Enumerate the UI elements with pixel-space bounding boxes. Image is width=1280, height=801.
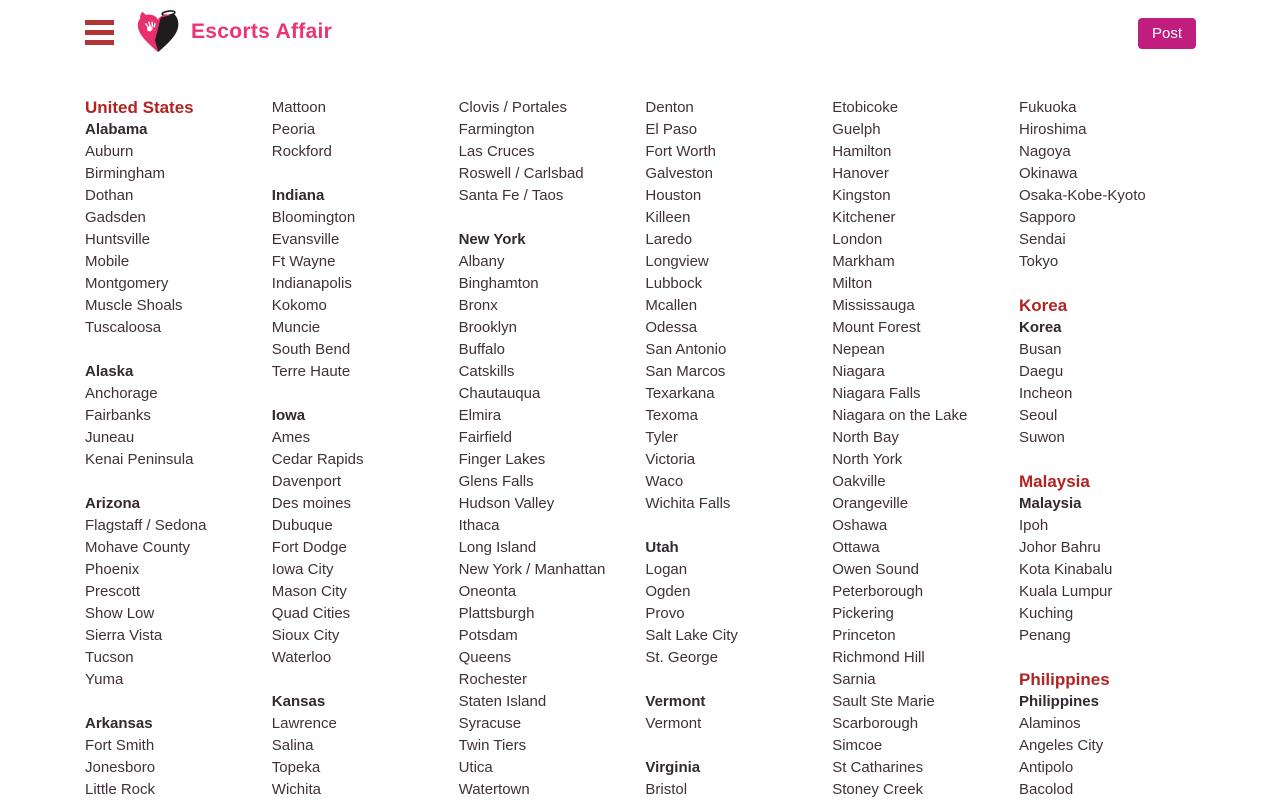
city-link[interactable]: Johor Bahru — [1018, 539, 1101, 556]
city-link[interactable]: Tyler — [645, 429, 678, 446]
city-link[interactable]: Wichita — [271, 781, 321, 798]
hamburger-menu-icon[interactable] — [85, 20, 114, 45]
spacer — [459, 207, 646, 229]
city-link[interactable]: Dothan — [85, 187, 134, 204]
city-link[interactable]: Seoul — [1018, 407, 1058, 424]
city-link[interactable]: Syracuse — [458, 715, 522, 732]
city-link[interactable]: Bacolod — [1018, 781, 1074, 798]
city-link[interactable]: Muscle Shoals — [85, 297, 183, 314]
city-link[interactable]: Fairfield — [458, 429, 512, 446]
city-link[interactable]: Mount Forest — [832, 319, 921, 336]
city-link[interactable]: Kitchener — [832, 209, 896, 226]
city-link[interactable]: Terre Haute — [271, 363, 351, 380]
country-header: Philippines — [1018, 670, 1110, 689]
city-link[interactable]: Kingston — [832, 187, 891, 204]
city-link[interactable]: Las Cruces — [458, 143, 535, 160]
city-link[interactable]: Osaka-Kobe-Kyoto — [1018, 187, 1146, 204]
city-link[interactable]: Jonesboro — [85, 759, 156, 776]
city-link[interactable]: Iowa City — [271, 561, 334, 578]
city-link[interactable]: Nepean — [832, 341, 885, 358]
city-link[interactable]: Mississauga — [832, 297, 915, 314]
city-link[interactable]: Birmingham — [85, 165, 166, 182]
city-link[interactable]: Mattoon — [271, 99, 326, 116]
city-link[interactable]: Daegu — [1018, 363, 1064, 380]
city-link[interactable]: Prescott — [85, 583, 141, 600]
city-link[interactable]: Nagoya — [1018, 143, 1071, 160]
spacer — [272, 163, 459, 185]
directory-columns — [85, 97, 1206, 801]
city-link[interactable]: Guelph — [832, 121, 881, 138]
city-link[interactable]: Ipoh — [1018, 517, 1049, 534]
state-link[interactable]: Arkansas — [85, 715, 153, 732]
city-link[interactable]: Plattsburgh — [458, 605, 535, 622]
spacer — [645, 735, 832, 757]
city-link[interactable]: Fort Dodge — [271, 539, 347, 556]
state-link[interactable]: Indiana — [271, 187, 325, 204]
state-link[interactable]: Philippines — [1018, 693, 1099, 710]
city-link[interactable]: Anchorage — [85, 385, 158, 402]
city-link[interactable]: Roswell / Carlsbad — [458, 165, 584, 182]
city-link[interactable]: Oakville — [832, 473, 886, 490]
city-link[interactable]: Juneau — [85, 429, 135, 446]
state-link[interactable]: Arizona — [85, 495, 141, 512]
city-link[interactable]: San Marcos — [645, 363, 726, 380]
city-link[interactable]: Binghamton — [458, 275, 539, 292]
city-link[interactable]: Santa Fe / Taos — [458, 187, 564, 204]
city-link[interactable]: Fairbanks — [85, 407, 151, 424]
city-link[interactable]: Fort Worth — [645, 143, 716, 160]
city-link[interactable]: Twin Tiers — [458, 737, 527, 754]
city-link[interactable]: Buffalo — [458, 341, 506, 358]
city-link[interactable]: Busan — [1018, 341, 1062, 358]
city-link[interactable]: Tuscaloosa — [85, 319, 162, 336]
spacer — [1019, 449, 1206, 471]
state-link[interactable]: New York — [458, 231, 526, 248]
city-link[interactable]: Waco — [645, 473, 684, 490]
city-link[interactable]: Killeen — [645, 209, 691, 226]
state-link[interactable]: Iowa — [271, 407, 306, 424]
state-link[interactable]: Malaysia — [1018, 495, 1082, 512]
city-link[interactable]: Etobicoke — [832, 99, 899, 116]
city-link[interactable]: Kuching — [1018, 605, 1074, 622]
city-link[interactable]: Scarborough — [832, 715, 919, 732]
city-link[interactable]: Hamilton — [832, 143, 892, 160]
city-link[interactable]: Oneonta — [458, 583, 517, 600]
city-link[interactable]: Bristol — [645, 781, 688, 798]
city-link[interactable]: Stoney Creek — [832, 781, 924, 798]
country-header: Malaysia — [1018, 472, 1090, 491]
city-link[interactable]: Lawrence — [271, 715, 337, 732]
city-link[interactable]: Victoria — [645, 451, 696, 468]
state-link[interactable]: Vermont — [645, 693, 706, 710]
city-link[interactable]: Queens — [458, 649, 512, 666]
city-link[interactable]: Rochester — [458, 671, 527, 688]
spacer — [272, 669, 459, 691]
directory-column — [459, 97, 646, 801]
city-link[interactable]: Glens Falls — [458, 473, 534, 490]
city-link[interactable]: Farmington — [458, 121, 535, 138]
city-link[interactable]: Indianapolis — [271, 275, 352, 292]
state-link[interactable]: Alabama — [85, 121, 148, 138]
city-link[interactable]: Huntsville — [85, 231, 151, 248]
city-link[interactable]: Ames — [271, 429, 311, 446]
brand-logo[interactable] — [132, 10, 332, 54]
city-link[interactable]: Mobile — [85, 253, 130, 270]
city-link[interactable]: Clovis / Portales — [458, 99, 567, 116]
city-link[interactable]: El Paso — [645, 121, 698, 138]
menu-bar — [85, 30, 114, 35]
city-link[interactable]: Kenai Peninsula — [85, 451, 194, 468]
country-header: Korea — [1018, 296, 1068, 315]
city-link[interactable]: Antipolo — [1018, 759, 1074, 776]
city-link[interactable]: Hiroshima — [1018, 121, 1087, 138]
city-link[interactable]: Provo — [645, 605, 685, 622]
directory-column — [272, 97, 459, 801]
top-header — [0, 0, 1280, 66]
city-link[interactable]: Niagara — [832, 363, 885, 380]
city-link[interactable]: Texoma — [645, 407, 698, 424]
city-link[interactable]: Simcoe — [832, 737, 883, 754]
menu-bar — [85, 20, 114, 25]
city-link[interactable]: Ottawa — [832, 539, 880, 556]
spacer — [85, 471, 272, 493]
city-link[interactable]: Denton — [645, 99, 694, 116]
city-link[interactable]: Des moines — [271, 495, 351, 512]
city-link[interactable]: Yuma — [85, 671, 124, 688]
city-link[interactable]: North Bay — [832, 429, 899, 446]
state-link[interactable]: Virginia — [645, 759, 701, 776]
heart-with-halo-icon — [132, 10, 184, 54]
city-link[interactable]: Albany — [458, 253, 505, 270]
directory-column — [645, 97, 832, 801]
spacer — [1019, 273, 1206, 295]
city-link[interactable]: Houston — [645, 187, 702, 204]
city-link[interactable]: Hanover — [832, 165, 889, 182]
city-link[interactable]: Salina — [271, 737, 314, 754]
city-link[interactable]: Bronx — [458, 297, 498, 314]
city-link[interactable]: Mcallen — [645, 297, 698, 314]
city-link[interactable]: Ft Wayne — [271, 253, 336, 270]
city-link[interactable]: Vermont — [645, 715, 702, 732]
city-link[interactable]: Peoria — [271, 121, 316, 138]
city-link[interactable]: Angeles City — [1018, 737, 1104, 754]
city-link[interactable]: Penang — [1018, 627, 1071, 644]
menu-bar — [85, 40, 114, 45]
state-link[interactable]: Alaska — [85, 363, 134, 380]
city-link[interactable]: Fukuoka — [1018, 99, 1077, 116]
city-link[interactable]: Sapporo — [1018, 209, 1076, 226]
city-link[interactable]: Elmira — [458, 407, 502, 424]
state-link[interactable]: Utah — [645, 539, 679, 556]
city-link[interactable]: Owen Sound — [832, 561, 919, 578]
spacer — [645, 669, 832, 691]
city-link[interactable]: Sierra Vista — [85, 627, 163, 644]
city-link[interactable]: Flagstaff / Sedona — [85, 517, 207, 534]
city-link[interactable]: North York — [832, 451, 903, 468]
city-link[interactable]: Galveston — [645, 165, 713, 182]
city-link[interactable]: Davenport — [271, 473, 342, 490]
city-link[interactable]: Show Low — [85, 605, 155, 622]
city-link[interactable]: Pickering — [832, 605, 894, 622]
city-link[interactable]: Fort Smith — [85, 737, 155, 754]
city-link[interactable]: Catskills — [458, 363, 515, 380]
city-link[interactable]: Montgomery — [85, 275, 169, 292]
city-link[interactable]: Evansville — [271, 231, 340, 248]
city-link[interactable]: Niagara Falls — [832, 385, 921, 402]
city-link[interactable]: Auburn — [85, 143, 134, 160]
city-link[interactable]: Phoenix — [85, 561, 140, 578]
spacer — [85, 339, 272, 361]
city-link[interactable]: Topeka — [271, 759, 321, 776]
city-link[interactable]: Peterborough — [832, 583, 924, 600]
city-link[interactable]: St. George — [645, 649, 718, 666]
city-link[interactable]: Niagara on the Lake — [832, 407, 968, 424]
post-button[interactable]: Post — [1138, 18, 1196, 49]
city-link[interactable]: Laredo — [645, 231, 693, 248]
city-link[interactable]: Incheon — [1018, 385, 1073, 402]
city-link[interactable]: Gadsden — [85, 209, 146, 226]
city-link[interactable]: Tucson — [85, 649, 134, 666]
city-link[interactable]: Sendai — [1018, 231, 1066, 248]
directory-column — [1019, 97, 1206, 801]
city-link[interactable]: Lubbock — [645, 275, 703, 292]
city-link[interactable]: Alaminos — [1018, 715, 1081, 732]
city-link[interactable]: Dubuque — [271, 517, 333, 534]
city-link[interactable]: Cedar Rapids — [271, 451, 364, 468]
city-link[interactable]: South Bend — [271, 341, 351, 358]
spacer — [645, 515, 832, 537]
city-link[interactable]: Watertown — [458, 781, 530, 798]
directory-column — [832, 97, 1019, 801]
city-link[interactable]: Odessa — [645, 319, 698, 336]
city-link[interactable]: Logan — [645, 561, 688, 578]
city-link[interactable]: Kuala Lumpur — [1018, 583, 1113, 600]
city-link[interactable]: Tokyo — [1018, 253, 1059, 270]
city-link[interactable]: Brooklyn — [458, 319, 517, 336]
country-header: United States — [85, 98, 194, 117]
city-link[interactable]: Longview — [645, 253, 709, 270]
city-link[interactable]: Sioux City — [271, 627, 340, 644]
city-link[interactable]: New York / Manhattan — [458, 561, 606, 578]
city-link[interactable]: Utica — [458, 759, 493, 776]
city-link[interactable]: Ogden — [645, 583, 691, 600]
spacer — [85, 691, 272, 713]
city-link[interactable]: Mason City — [271, 583, 347, 600]
city-link[interactable]: Bloomington — [271, 209, 356, 226]
city-link[interactable]: Waterloo — [271, 649, 332, 666]
city-link[interactable]: Staten Island — [458, 693, 547, 710]
city-link[interactable]: Ithaca — [458, 517, 500, 534]
city-link[interactable]: Kota Kinabalu — [1018, 561, 1113, 578]
city-link[interactable]: Kokomo — [271, 297, 327, 314]
city-link[interactable]: Markham — [832, 253, 895, 270]
city-link[interactable]: Texarkana — [645, 385, 715, 402]
state-link[interactable]: Korea — [1018, 319, 1062, 336]
city-link[interactable]: Little Rock — [85, 781, 156, 798]
city-link[interactable]: Salt Lake City — [645, 627, 738, 644]
city-link[interactable]: London — [832, 231, 883, 248]
city-link[interactable]: Milton — [832, 275, 873, 292]
city-link[interactable]: Sarnia — [832, 671, 876, 688]
city-link[interactable]: Orangeville — [832, 495, 909, 512]
spacer — [272, 383, 459, 405]
city-link[interactable]: St Catharines — [832, 759, 924, 776]
city-link[interactable]: Princeton — [832, 627, 896, 644]
city-link[interactable]: Muncie — [271, 319, 321, 336]
city-link[interactable]: Oshawa — [832, 517, 888, 534]
state-link[interactable]: Kansas — [271, 693, 326, 710]
city-link[interactable]: Wichita Falls — [645, 495, 731, 512]
city-link[interactable]: Finger Lakes — [458, 451, 546, 468]
city-link[interactable]: Richmond Hill — [832, 649, 925, 666]
city-link[interactable]: Potsdam — [458, 627, 518, 644]
brand-name: Escorts Affair — [191, 20, 333, 43]
city-link[interactable]: Quad Cities — [271, 605, 351, 622]
spacer — [1019, 647, 1206, 669]
city-link[interactable]: Rockford — [271, 143, 332, 160]
city-link[interactable]: Sault Ste Marie — [832, 693, 935, 710]
city-link[interactable]: Mohave County — [85, 539, 191, 556]
directory-column — [85, 97, 272, 801]
city-link[interactable]: Long Island — [458, 539, 537, 556]
city-link[interactable]: San Antonio — [645, 341, 727, 358]
city-link[interactable]: Suwon — [1018, 429, 1065, 446]
city-link[interactable]: Chautauqua — [458, 385, 541, 402]
city-link[interactable]: Hudson Valley — [458, 495, 555, 512]
city-link[interactable]: Okinawa — [1018, 165, 1078, 182]
